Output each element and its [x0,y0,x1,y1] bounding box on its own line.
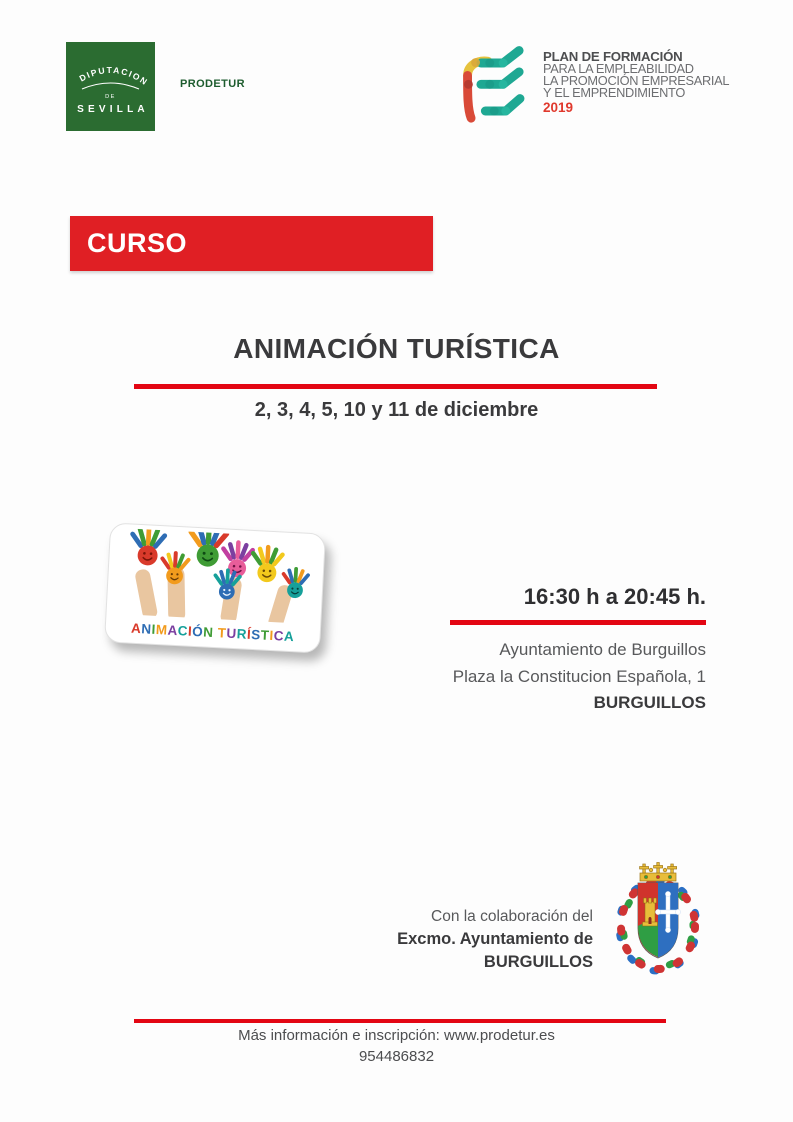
logo-arc-text: DIPUTACION [77,64,151,88]
venue-line-2: Plaza la Constitucion Española, 1 [452,666,706,686]
plan-line1: PLAN DE FORMACIÓN [543,49,683,64]
venue-line-1: Ayuntamiento de Burguillos [499,640,706,659]
illustration-caption: ANIMACIÓN TURÍSTICA [130,620,295,645]
footer-info: Más información e inscripción: www.prodetur.es [238,1027,555,1044]
prodetur-label: PRODETUR [180,78,245,90]
collaboration-line-2: Excmo. Ayuntamiento de [397,930,593,948]
footer-phone: 954486832 [358,1048,435,1065]
title-divider-rule [134,384,657,389]
venue-block [356,637,706,717]
logo-sevilla-text: SEVILLA [77,104,149,115]
diputacion-sevilla-logo [66,42,155,131]
burguillos-coat-of-arms [612,860,704,978]
footer-block [0,1025,793,1067]
plan-line3: LA PROMOCIÓN EMPRESARIAL [543,72,730,88]
curso-banner [70,216,433,271]
collaboration-line-3: BURGUILLOS [483,953,593,971]
venue-line-3: BURGUILLOS [593,693,706,712]
footer-divider-rule [134,1019,666,1023]
shield [638,883,681,958]
logo-green-square [66,42,155,131]
painted-hands-image [111,528,319,625]
collaboration-line-1: Con la colaboración del [431,908,593,925]
hands-illustration-card [104,522,326,653]
plan-line4: Y EL EMPRENDIMIENTO [543,84,685,100]
plan-line2: PARA LA EMPLEABILIDAD [543,60,694,76]
plan-year: 2019 [543,99,574,115]
course-schedule: 16:30 h a 20:45 h. [523,584,706,609]
course-dates: 2, 3, 4, 5, 10 y 11 de diciembre [254,399,539,421]
schedule-divider-rule [450,620,706,625]
logo-de-text: DE [105,94,116,100]
collaboration-block [293,905,593,974]
plan-formacion-icon [456,40,536,134]
crown [640,863,677,882]
plan-formacion-lockup [543,51,763,114]
curso-banner-label: CURSO [87,228,188,258]
course-title: ANIMACIÓN TURÍSTICA [233,333,560,364]
